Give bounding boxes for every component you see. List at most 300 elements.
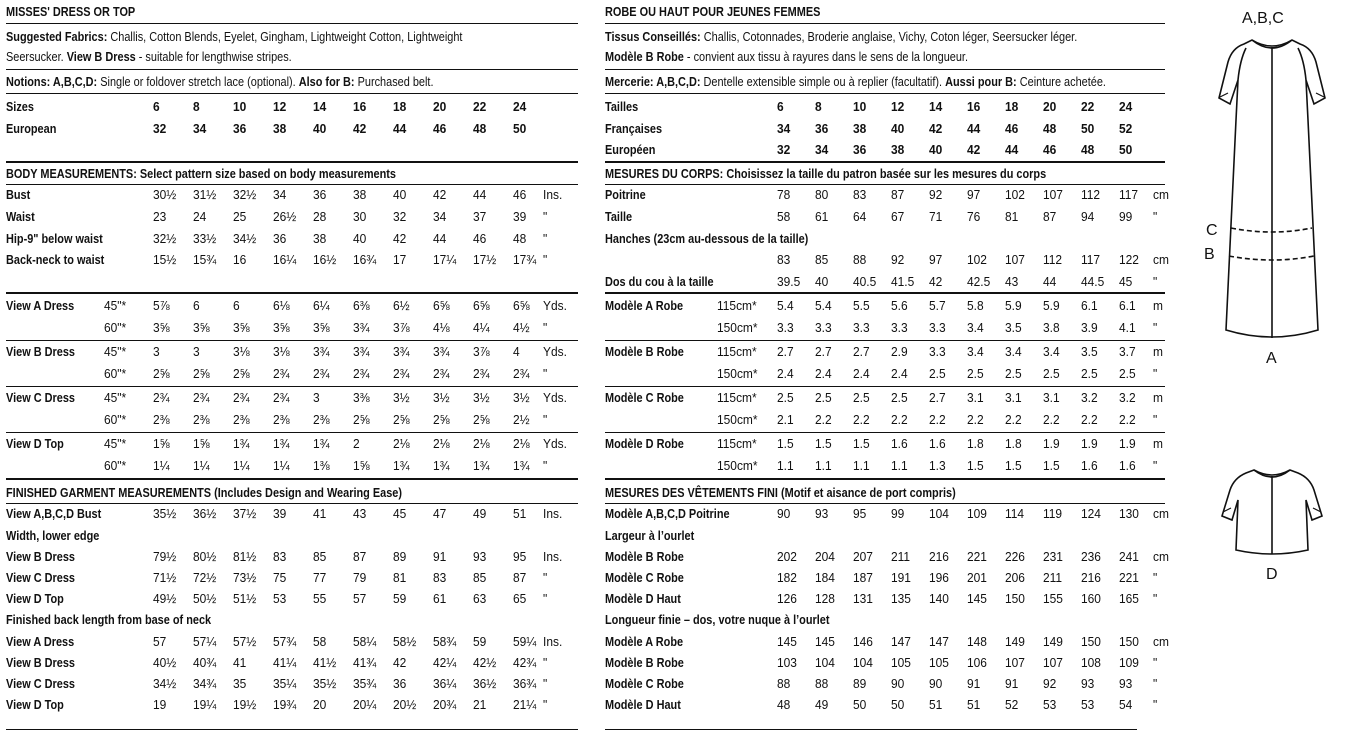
yardage-row-cell: 1.5	[815, 436, 832, 451]
length-row-cell: 53	[1043, 697, 1057, 712]
length-row-label: View D Top	[6, 697, 64, 712]
body-row-cell: 46	[513, 187, 527, 202]
poitrine-cell: 83	[853, 187, 867, 202]
width-row-cell: 160	[1081, 591, 1101, 606]
body-row-cell: 32½	[153, 231, 177, 246]
yardage-row-cell: 2.5	[1119, 366, 1136, 381]
divider	[6, 340, 578, 341]
body-row-cell: 34½	[233, 231, 257, 246]
dress-illustration	[1219, 40, 1325, 338]
yardage-row-cell: 3.4	[1005, 344, 1022, 359]
yardage-row-unit: "	[543, 320, 548, 335]
fabrics-text: Challis, Cotonnades, Broderie anglaise, Vichy, Coton léger, Seersucker léger.	[703, 29, 1078, 44]
width-row-cell: 236	[1081, 549, 1101, 564]
yardage-row-cell: 1.3	[929, 458, 946, 473]
yardage-width: 45"*	[104, 298, 127, 313]
yardage-width: 60"*	[104, 366, 127, 381]
yardage-row-cell: 1¾	[473, 458, 490, 473]
width-row-cell: 95	[513, 549, 527, 564]
width-row-cell: 226	[1005, 549, 1025, 564]
sizes-cell: 18	[393, 99, 407, 114]
yardage-row-cell: 1.5	[777, 436, 794, 451]
yardage-row-cell: 2¾	[353, 366, 370, 381]
length-row-cell: 34¾	[193, 676, 217, 691]
length-row-cell: 149	[1005, 634, 1025, 649]
fabrics-text: - suitable for lengthwise stripes.	[138, 49, 292, 64]
yardage-row-cell: 3.7	[1119, 344, 1136, 359]
yardage-row-cell: 1.8	[967, 436, 984, 451]
poitrine-unit: cm	[1153, 187, 1169, 202]
yardage-row-cell: 2.1	[777, 412, 794, 427]
yardage-row-cell: 4¼	[473, 320, 490, 335]
finished-heading: MESURES DES VÊTEMENTS FINI (Motif et aisance de port compris)	[605, 485, 956, 500]
yardage-row-cell: 1.9	[1081, 436, 1098, 451]
hanches-cell: 92	[891, 252, 905, 267]
francaises-cell: 42	[929, 121, 943, 136]
length-row-cell: 149	[1043, 634, 1063, 649]
yardage-row-cell: 6.1	[1119, 298, 1136, 313]
yardage-row-unit: "	[543, 412, 548, 427]
width-row-cell: 83	[433, 570, 447, 585]
length-row-cell: 88	[815, 676, 829, 691]
width-row-unit: cm	[1153, 549, 1169, 564]
yardage-row-cell: 1¾	[313, 436, 330, 451]
yardage-row-cell: 3⅝	[153, 320, 170, 335]
sizes-cell: 14	[313, 99, 327, 114]
width-row-cell: 57	[353, 591, 367, 606]
sizes-cell: 8	[193, 99, 200, 114]
yardage-view-label: View C Dress	[6, 390, 75, 405]
yardage-row-cell: 6⅝	[433, 298, 450, 313]
hanches-label: Hanches (23cm au-dessous de la taille)	[605, 231, 809, 246]
europeen-cell: 40	[929, 142, 943, 157]
yardage-row-unit: m	[1153, 298, 1163, 313]
length-row-cell: 19½	[233, 697, 257, 712]
length-row-cell: 150	[1081, 634, 1101, 649]
yardage-row-cell: 5⅞	[153, 298, 170, 313]
yardage-row-cell: 2⅝	[233, 366, 250, 381]
width-row-cell: 206	[1005, 570, 1025, 585]
finished-heading: FINISHED GARMENT MEASUREMENTS (Includes Design and Wearing Ease)	[6, 485, 403, 500]
yardage-row-cell: 4	[513, 344, 520, 359]
yardage-row-cell: 2.2	[1043, 412, 1060, 427]
yardage-row-cell: 2.7	[777, 344, 794, 359]
finished-bust-cell: 43	[353, 506, 367, 521]
yardage-width: 45"*	[104, 390, 127, 405]
fabrics-lead: Tissus Conseillés:	[605, 29, 701, 44]
francaises-cell: 46	[1005, 121, 1019, 136]
tailles-cell: 24	[1119, 99, 1133, 114]
francaises-cell: 36	[815, 121, 829, 136]
body-row-cell: 30½	[153, 187, 177, 202]
yardage-row-cell: 2⅝	[433, 412, 450, 427]
yardage-row-cell: 1¾	[513, 458, 530, 473]
width-row-label: Modèle D Haut	[605, 591, 681, 606]
yardage-row-cell: 3¾	[353, 320, 370, 335]
divider	[6, 503, 578, 504]
yardage-row-cell: 2.7	[853, 344, 870, 359]
length-row-cell: 88	[777, 676, 791, 691]
view-d-label: D	[1266, 566, 1278, 583]
length-row-cell: 105	[929, 655, 949, 670]
divider	[605, 386, 1165, 387]
view-a-label: A	[1266, 350, 1277, 367]
yardage-row-cell: 3.2	[1119, 390, 1136, 405]
body-row-cell: 28	[313, 209, 327, 224]
taille-cell: 71	[929, 209, 943, 224]
yardage-row-cell: 3.9	[1081, 320, 1098, 335]
poitrine-cell: 87	[891, 187, 905, 202]
poitrine-cell: 92	[929, 187, 943, 202]
yardage-row-cell: 4½	[513, 320, 530, 335]
sizes-cell: 24	[513, 99, 527, 114]
width-row-label: View D Top	[6, 591, 64, 606]
yardage-row-cell: 2½	[513, 412, 530, 427]
yardage-row-cell: 2⅜	[153, 412, 170, 427]
yardage-row-cell: 3.3	[929, 320, 946, 335]
width-row-cell: 196	[929, 570, 949, 585]
length-row-cell: 58	[313, 634, 327, 649]
length-row-unit: "	[543, 697, 548, 712]
length-row-cell: 108	[1081, 655, 1101, 670]
body-row-cell: 23	[153, 209, 167, 224]
width-row-cell: 216	[929, 549, 949, 564]
width-row-cell: 83	[273, 549, 287, 564]
divider	[6, 432, 578, 433]
body-row-cell: 32	[393, 209, 407, 224]
europeen-label: Européen	[605, 142, 656, 157]
francaises-label: Françaises	[605, 121, 663, 136]
yardage-row-cell: 2⅝	[193, 366, 210, 381]
tailles-cell: 18	[1005, 99, 1019, 114]
yardage-row-cell: 1⅜	[313, 458, 330, 473]
yardage-row-cell: 3	[153, 344, 160, 359]
yardage-row-cell: 3.1	[1005, 390, 1022, 405]
yardage-row-cell: 3¾	[353, 344, 370, 359]
yardage-row-cell: 1¼	[273, 458, 290, 473]
yardage-row-cell: 1¾	[273, 436, 290, 451]
hanches-cell: 102	[967, 252, 987, 267]
yardage-row-unit: m	[1153, 344, 1163, 359]
poitrine-cell: 117	[1119, 187, 1139, 202]
body-row-cell: 38	[313, 231, 327, 246]
taille-cell: 61	[815, 209, 829, 224]
taille-cell: 67	[891, 209, 905, 224]
yardage-row-cell: 1¼	[233, 458, 250, 473]
length-row-label: Modèle A Robe	[605, 634, 684, 649]
yardage-row-cell: 1.5	[853, 436, 870, 451]
divider	[6, 184, 578, 185]
yardage-row-cell: 2¾	[433, 366, 450, 381]
yardage-row-cell: 2⅜	[193, 412, 210, 427]
width-row-cell: 75	[273, 570, 287, 585]
yardage-row-unit: Yds.	[543, 344, 567, 359]
finished-bust-cell: 47	[433, 506, 447, 521]
yardage-row-cell: 3¾	[393, 344, 410, 359]
yardage-row-cell: 2	[353, 436, 360, 451]
poitrine-cell: 112	[1081, 187, 1101, 202]
european-cell: 46	[433, 121, 447, 136]
width-row-cell: 202	[777, 549, 797, 564]
length-row-cell: 90	[891, 676, 905, 691]
width-row-cell: 207	[853, 549, 873, 564]
tissus-line2	[605, 49, 968, 65]
length-row-cell: 109	[1119, 655, 1139, 670]
body-row-label: Bust	[6, 187, 31, 202]
dos-cell: 40	[815, 274, 829, 289]
yardage-row-cell: 2⅛	[473, 436, 490, 451]
taille-cell: 64	[853, 209, 867, 224]
length-row-cell: 106	[967, 655, 987, 670]
body-row-cell: 30	[353, 209, 367, 224]
yardage-row-cell: 2.5	[815, 390, 832, 405]
views-abc-label: A,B,C	[1242, 10, 1284, 27]
width-row-cell: 49½	[153, 591, 177, 606]
hanches-cell: 107	[1005, 252, 1025, 267]
width-row-cell: 201	[967, 570, 987, 585]
length-row-cell: 19¾	[273, 697, 297, 712]
length-row-cell: 57¼	[193, 634, 217, 649]
yardage-row-cell: 3	[193, 344, 200, 359]
length-row-cell: 36½	[473, 676, 497, 691]
yardage-row-cell: 6	[233, 298, 240, 313]
width-row-cell: 79	[353, 570, 367, 585]
dos-cell: 43	[1005, 274, 1019, 289]
width-row-cell: 93	[473, 549, 487, 564]
length-row-cell: 40½	[153, 655, 177, 670]
european-cell: 36	[233, 121, 247, 136]
yardage-row-cell: 1.5	[967, 458, 984, 473]
yardage-row-cell: 1.6	[929, 436, 946, 451]
body-row-cell: 17¾	[513, 252, 537, 267]
tailles-cell: 12	[891, 99, 905, 114]
yardage-row-cell: 2.9	[891, 344, 908, 359]
hanches-unit: cm	[1153, 252, 1169, 267]
width-row-cell: 81	[393, 570, 407, 585]
body-row-unit: "	[543, 252, 548, 267]
hanches-cell: 83	[777, 252, 791, 267]
finished-bust-cell: 93	[815, 506, 829, 521]
yardage-row-unit: "	[1153, 458, 1158, 473]
length-row-cell: 19¼	[193, 697, 217, 712]
width-row-cell: 221	[967, 549, 987, 564]
yardage-row-cell: 2⅜	[273, 412, 290, 427]
yardage-row-cell: 3.4	[1043, 344, 1060, 359]
yardage-row-cell: 4⅛	[433, 320, 450, 335]
length-row-cell: 92	[1043, 676, 1057, 691]
yardage-row-cell: 3⅛	[273, 344, 290, 359]
finished-bust-cell: 114	[1005, 506, 1025, 521]
body-row-cell: 16¾	[353, 252, 377, 267]
length-row-cell: 105	[891, 655, 911, 670]
length-row-label: Modèle C Robe	[605, 676, 684, 691]
yardage-row-cell: 6⅝	[513, 298, 530, 313]
finished-bust-label: Modèle A,B,C,D Poitrine	[605, 506, 730, 521]
francaises-cell: 48	[1043, 121, 1057, 136]
dos-cell: 44	[1043, 274, 1057, 289]
european-cell: 48	[473, 121, 487, 136]
yardage-row-cell: 2⅝	[473, 412, 490, 427]
yardage-row-cell: 3⅞	[393, 320, 410, 335]
divider	[605, 503, 1165, 504]
yardage-row-cell: 2.5	[777, 390, 794, 405]
dos-cell: 42	[929, 274, 943, 289]
length-row-cell: 58¾	[433, 634, 457, 649]
length-row-cell: 150	[1119, 634, 1139, 649]
body-row-cell: 44	[473, 187, 487, 202]
yardage-row-cell: 5.8	[967, 298, 984, 313]
yardage-row-cell: 2.7	[815, 344, 832, 359]
yardage-row-cell: 2¾	[233, 390, 250, 405]
yardage-row-cell: 1.1	[891, 458, 908, 473]
yardage-row-cell: 2.5	[1081, 366, 1098, 381]
body-row-cell: 34	[273, 187, 287, 202]
yardage-row-unit: "	[1153, 320, 1158, 335]
length-row-cell: 49	[815, 697, 829, 712]
width-row-cell: 150	[1005, 591, 1025, 606]
yardage-row-cell: 2.5	[929, 366, 946, 381]
view-c-label: C	[1206, 222, 1218, 239]
length-row-cell: 51	[929, 697, 943, 712]
length-row-cell: 103	[777, 655, 797, 670]
yardage-row-cell: 3⅝	[273, 320, 290, 335]
yardage-row-cell: 5.9	[1005, 298, 1022, 313]
length-row-cell: 40¾	[193, 655, 217, 670]
taille-label: Taille	[605, 209, 633, 224]
divider	[6, 69, 578, 70]
yardage-row-cell: 5.4	[777, 298, 794, 313]
yardage-row-cell: 2¾	[473, 366, 490, 381]
yardage-row-cell: 6	[193, 298, 200, 313]
yardage-row-cell: 1¼	[153, 458, 170, 473]
width-row-cell: 72½	[193, 570, 217, 585]
yardage-row-cell: 1.1	[853, 458, 870, 473]
yardage-row-cell: 6⅛	[273, 298, 290, 313]
length-row-cell: 34½	[153, 676, 177, 691]
divider	[605, 23, 1165, 24]
length-row-cell: 35¼	[273, 676, 297, 691]
yardage-row-cell: 2¾	[513, 366, 530, 381]
yardage-row-cell: 3⅛	[233, 344, 250, 359]
body-row-cell: 31½	[193, 187, 217, 202]
fabrics-text: - convient aux tissu à rayures dans le sens de la longueur.	[686, 49, 968, 64]
yardage-row-cell: 3.5	[1081, 344, 1098, 359]
yardage-row-cell: 2.5	[853, 390, 870, 405]
width-row-cell: 73½	[233, 570, 257, 585]
notions-also-text: Ceinture achetée.	[1019, 74, 1106, 89]
width-row-cell: 85	[313, 549, 327, 564]
tailles-cell: 16	[967, 99, 981, 114]
yardage-row-cell: 1.1	[815, 458, 832, 473]
yardage-row-cell: 2⅝	[393, 412, 410, 427]
francaises-cell: 38	[853, 121, 867, 136]
body-row-cell: 34	[433, 209, 447, 224]
yardage-row-cell: 2.5	[1005, 366, 1022, 381]
top-illustration	[1222, 470, 1322, 554]
sizes-cell: 6	[153, 99, 160, 114]
length-row-cell: 59	[473, 634, 487, 649]
length-row-cell: 42½	[473, 655, 497, 670]
width-row-cell: 87	[513, 570, 527, 585]
body-row-cell: 17¼	[433, 252, 457, 267]
length-row-cell: 21	[473, 697, 487, 712]
poitrine-cell: 78	[777, 187, 791, 202]
width-row-label: Modèle C Robe	[605, 570, 684, 585]
length-row-cell: 107	[1005, 655, 1025, 670]
yardage-row-cell: 2.2	[1005, 412, 1022, 427]
width-row-label: View B Dress	[6, 549, 75, 564]
sizes-cell: 12	[273, 99, 287, 114]
dos-cell: 42.5	[967, 274, 991, 289]
length-row-unit: "	[1153, 655, 1158, 670]
yardage-width: 45"*	[104, 436, 127, 451]
yardage-row-cell: 6.1	[1081, 298, 1098, 313]
finished-bust-cell: 104	[929, 506, 949, 521]
finished-bust-cell: 109	[967, 506, 987, 521]
yardage-row-cell: 5.9	[1043, 298, 1060, 313]
sizes-label: Sizes	[6, 99, 34, 114]
length-row-cell: 21¼	[513, 697, 537, 712]
tailles-cell: 6	[777, 99, 784, 114]
taille-cell: 81	[1005, 209, 1019, 224]
yardage-row-cell: 2⅝	[353, 412, 370, 427]
length-row-cell: 41½	[313, 655, 337, 670]
body-row-cell: 16	[233, 252, 247, 267]
yardage-row-cell: 3⅝	[193, 320, 210, 335]
width-row-cell: 231	[1043, 549, 1063, 564]
width-row-cell: 71½	[153, 570, 177, 585]
body-measurements-heading: BODY MEASUREMENTS: Select pattern size based on body measurements	[6, 166, 396, 181]
body-measurements-heading: MESURES DU CORPS: Choisissez la taille du patron basée sur les mesures du corps	[605, 166, 1047, 181]
body-row-label: Waist	[6, 209, 35, 224]
finished-bust-cell: 99	[891, 506, 905, 521]
dos-cell: 40.5	[853, 274, 877, 289]
yardage-row-unit: "	[1153, 366, 1158, 381]
yardage-row-cell: 5.6	[891, 298, 908, 313]
length-row-cell: 20¼	[353, 697, 377, 712]
yardage-row-cell: 4.1	[1119, 320, 1136, 335]
body-row-cell: 33½	[193, 231, 217, 246]
divider	[605, 184, 1165, 185]
europeen-cell: 38	[891, 142, 905, 157]
divider	[605, 69, 1165, 70]
width-row-cell: 59	[393, 591, 407, 606]
sizes-cell: 16	[353, 99, 367, 114]
length-row-cell: 145	[815, 634, 835, 649]
length-row-unit: cm	[1153, 634, 1169, 649]
length-row-cell: 54	[1119, 697, 1133, 712]
europeen-cell: 32	[777, 142, 791, 157]
divider	[6, 93, 578, 94]
divider	[605, 93, 1165, 94]
width-row-cell: 53	[273, 591, 287, 606]
width-row-cell: 155	[1043, 591, 1063, 606]
width-row-cell: 51½	[233, 591, 257, 606]
yardage-width: 150cm*	[717, 320, 758, 335]
yardage-row-cell: 2.2	[815, 412, 832, 427]
notions	[6, 74, 433, 90]
yardage-row-cell: 1¾	[233, 436, 250, 451]
body-row-cell: 16¼	[273, 252, 297, 267]
yardage-row-cell: 6½	[393, 298, 410, 313]
fabrics-lead: Suggested Fabrics:	[6, 29, 108, 44]
yardage-row-cell: 1.6	[891, 436, 908, 451]
tailles-cell: 20	[1043, 99, 1057, 114]
length-row-cell: 48	[777, 697, 791, 712]
yardage-row-cell: 3.1	[967, 390, 984, 405]
length-row-cell: 53	[1081, 697, 1095, 712]
yardage-row-cell: 2¾	[313, 366, 330, 381]
